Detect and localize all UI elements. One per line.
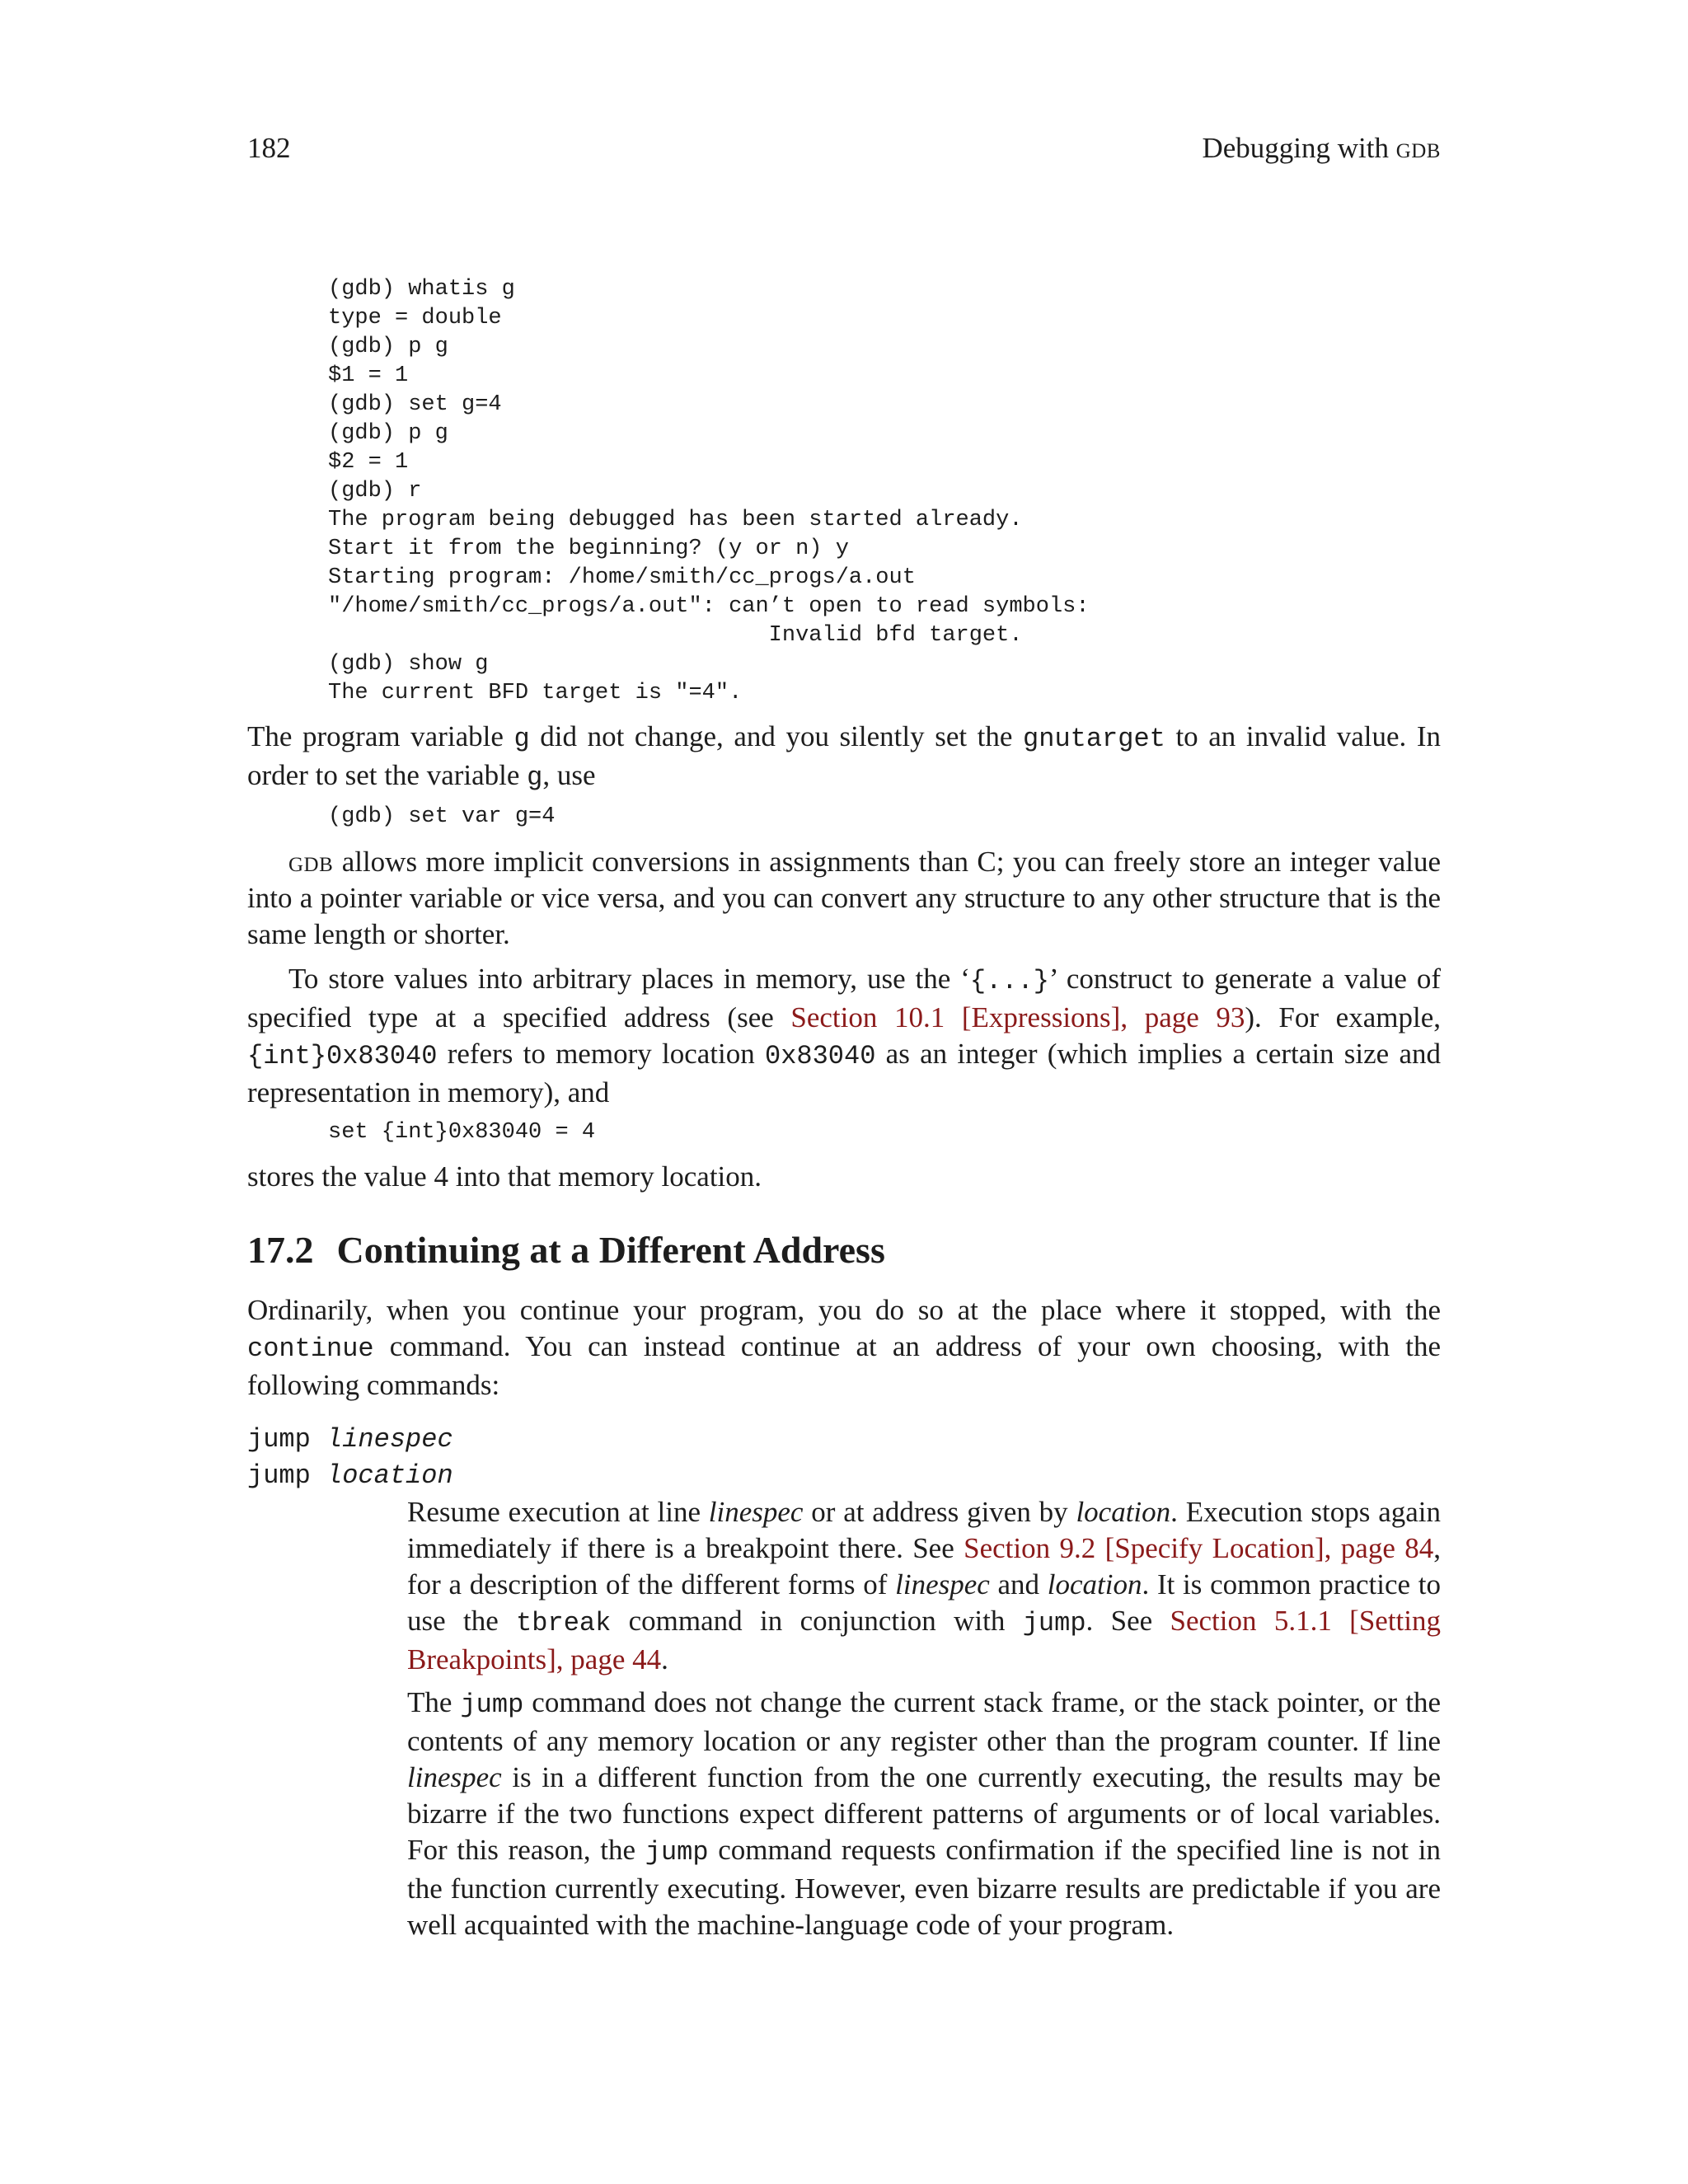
term-jump-linespec — [247, 1422, 453, 1458]
code-line: The current BFD target is "=4". — [328, 681, 743, 705]
code-span: jump — [1022, 1608, 1086, 1638]
page-header — [247, 132, 1441, 173]
code-line: $2 = 1 — [328, 450, 409, 475]
term-argument: location — [326, 1460, 453, 1491]
text-span: command requests confirmation if the specified line is not in the function currently executing. However, even bizarre results are predictable if you are well acquainted with the machine-language code of your program. — [407, 1834, 1441, 1941]
paragraph-stores-value: stores the value 4 into that memory location. — [247, 1160, 762, 1193]
description-jump-command — [407, 1685, 1441, 1943]
term-command: jump — [247, 1424, 327, 1455]
text-span: , for a description of the different forms of — [407, 1532, 1441, 1601]
text-span: allows more implicit conversions in assignments than C; you can freely store an integer value into a pointer variable or vice versa, and you can convert any structure to any other structure that is the same length or shorter. — [247, 846, 1441, 950]
code-block-set-var: (gdb) set var g=4 — [328, 804, 556, 829]
section-number: 17.2 — [247, 1229, 314, 1271]
text-span: did not change, and you silently set the — [529, 720, 1024, 752]
code-span: g — [513, 724, 530, 754]
code-line: The program being debugged has been started already. — [328, 508, 1023, 532]
text-span: or at address given by — [803, 1496, 1076, 1528]
section-heading — [247, 1228, 885, 1272]
text-span: The program variable — [247, 720, 514, 752]
paragraph-variable-not-changed — [247, 719, 1441, 796]
code-block-set-int: set {int}0x83040 = 4 — [328, 1120, 596, 1145]
code-line: (gdb) show g — [328, 652, 489, 677]
running-title-gdb: gdb — [1395, 132, 1441, 164]
term-command: jump — [247, 1460, 327, 1491]
code-line: type = double — [328, 306, 502, 330]
term-argument: linespec — [326, 1424, 453, 1455]
text-span: ’ construct to generate a value of specified type at a specified address (see — [247, 963, 1441, 1033]
paragraph-implicit-conversions — [247, 844, 1441, 953]
text-span: command in conjunction with — [611, 1605, 1023, 1637]
paragraph-ordinarily — [247, 1292, 1441, 1404]
code-span: 0x83040 — [764, 1041, 876, 1071]
text-span: . — [661, 1643, 668, 1675]
text-span: to an invalid value. In order to set the variable — [247, 720, 1441, 791]
code-line: Starting program: /home/smith/cc_progs/a.out — [328, 565, 916, 590]
section-title: Continuing at a Different Address — [336, 1229, 885, 1271]
code-span: jump — [460, 1690, 524, 1720]
code-line: (gdb) p g — [328, 335, 448, 359]
code-line: "/home/smith/cc_progs/a.out": can’t open to read symbols: — [328, 594, 1090, 619]
italic-span: location — [1047, 1568, 1142, 1601]
text-span: . See — [1085, 1605, 1170, 1637]
running-title-text: Debugging with — [1202, 132, 1396, 164]
code-line: Start it from the beginning? (y or n) y — [328, 537, 849, 561]
description-resume-execution — [407, 1494, 1441, 1678]
code-line: (gdb) p g — [328, 421, 448, 446]
text-span: is in a different function from the one currently executing, the results may be bizarre if the two functions expect different patterns of arguments or of local variables. For this reason, the — [407, 1761, 1441, 1866]
text-span: To store values into arbitrary places in memory, use the ‘ — [288, 963, 970, 995]
text-span: The — [407, 1686, 461, 1718]
text-span: , use — [542, 759, 596, 791]
italic-span: linespec — [708, 1496, 804, 1528]
code-line: Invalid bfd target. — [328, 623, 1023, 648]
italic-span: linespec — [895, 1568, 990, 1601]
text-span: Ordinarily, when you continue your program, you do so at the place where it stopped, with the — [247, 1294, 1441, 1326]
text-span: as an integer (which implies a certain size and representation in memory), and — [247, 1038, 1442, 1108]
italic-span: location — [1076, 1496, 1171, 1528]
text-span: . Execution stops again immediately if there is a breakpoint there. See — [407, 1496, 1441, 1564]
text-span: ). For example, — [1245, 1001, 1441, 1033]
code-span: continue — [247, 1333, 374, 1364]
code-line: $1 = 1 — [328, 363, 409, 388]
code-span: jump — [645, 1837, 709, 1868]
code-span: tbreak — [516, 1608, 612, 1638]
text-span: refers to memory location — [437, 1038, 765, 1070]
text-span: command. You can instead continue at an address of your own choosing, with the following commands: — [247, 1330, 1441, 1401]
text-span: and — [989, 1568, 1048, 1601]
cross-reference-link[interactable]: Section 9.2 [Specify Location], page 84 — [964, 1532, 1434, 1564]
gdb-smallcaps: gdb — [288, 846, 334, 878]
italic-span: linespec — [407, 1761, 502, 1793]
paragraph-store-values — [247, 961, 1441, 1111]
code-line: (gdb) r — [328, 479, 422, 504]
text-span: command does not change the current stack frame, or the stack pointer, or the contents of any memory location or any register other than the program counter. If line — [407, 1686, 1441, 1757]
code-line: (gdb) whatis g — [328, 277, 515, 302]
code-span: gnutarget — [1023, 724, 1165, 754]
page-number: 182 — [247, 132, 291, 164]
code-span: g — [527, 762, 543, 793]
term-jump-location — [247, 1458, 453, 1494]
cross-reference-link[interactable]: Section 10.1 [Expressions], page 93 — [790, 1001, 1245, 1033]
code-span: {...} — [969, 966, 1049, 996]
text-span: . It is common practice to use the — [407, 1568, 1441, 1637]
code-block-gdb-session — [328, 275, 1090, 708]
code-line: (gdb) set g=4 — [328, 392, 502, 417]
text-span: Resume execution at line — [407, 1496, 709, 1528]
cross-reference-link[interactable]: Section 5.1.1 [Setting Breakpoints], page 44 — [407, 1605, 1441, 1675]
running-title — [1202, 132, 1441, 165]
code-span: {int}0x83040 — [247, 1041, 438, 1071]
